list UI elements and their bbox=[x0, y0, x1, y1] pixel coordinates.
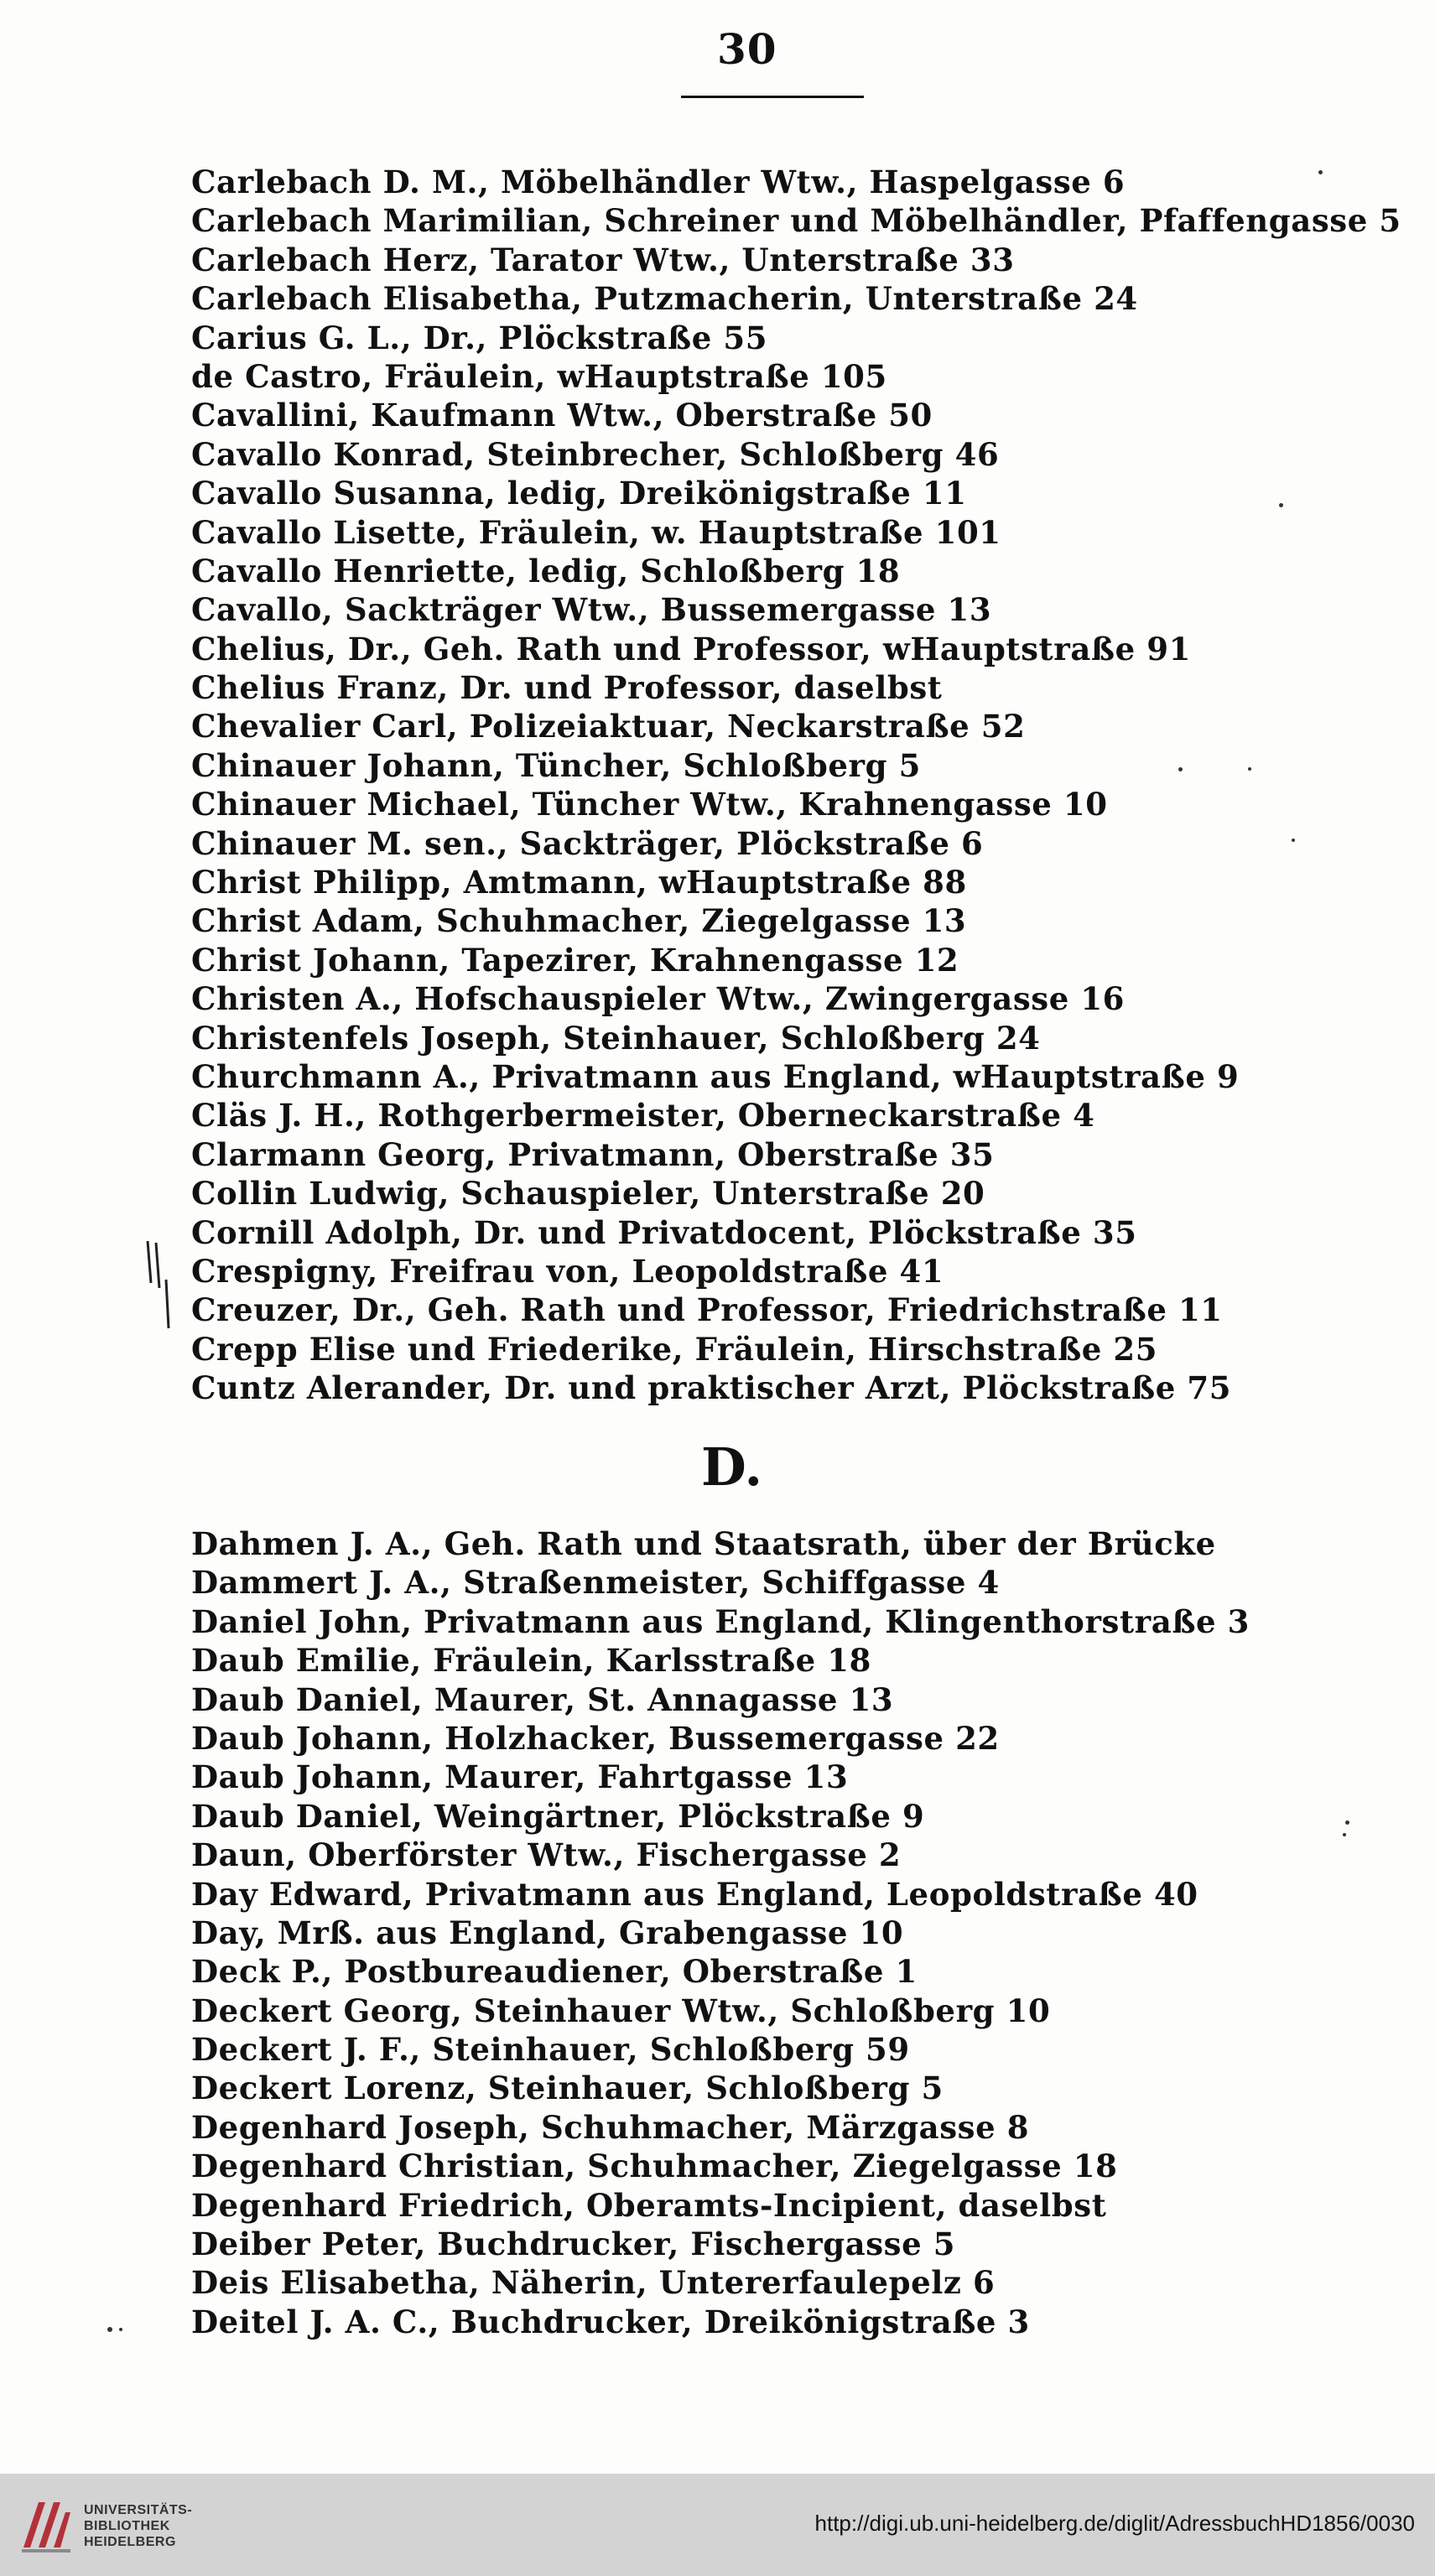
directory-entry: Christ Philipp, Amtmann, wHauptstraße 88 bbox=[191, 864, 967, 901]
directory-entry: Christ Johann, Tapezirer, Krahnengasse 12 bbox=[191, 941, 959, 979]
margin-pencil-mark bbox=[143, 1239, 185, 1332]
directory-entry: Carlebach Marimilian, Schreiner und Möbelhändler, Pfaffengasse 5 bbox=[191, 202, 1401, 240]
directory-entry: Day Edward, Privatmann aus England, Leopoldstraße 40 bbox=[191, 1875, 1198, 1913]
directory-entry: Cornill Adolph, Dr. und Privatdocent, Plöckstraße 35 bbox=[191, 1213, 1137, 1251]
directory-entry: Dammert J. A., Straßenmeister, Schiffgasse 4 bbox=[191, 1564, 1000, 1602]
directory-entry: Chinauer Michael, Tüncher Wtw., Krahnengasse 10 bbox=[191, 786, 1108, 823]
section-c-list bbox=[191, 163, 1401, 1408]
section-heading-d: D. bbox=[701, 1436, 763, 1498]
ink-speck bbox=[119, 2328, 122, 2331]
directory-entry: Daub Johann, Maurer, Fahrtgasse 13 bbox=[191, 1758, 849, 1796]
directory-entry: Carlebach D. M., Möbelhändler Wtw., Haspelgasse 6 bbox=[191, 164, 1126, 200]
directory-entry: Chinauer M. sen., Sackträger, Plöckstraße 6 bbox=[191, 824, 984, 862]
directory-entry: Chelius, Dr., Geh. Rath und Professor, wHauptstraße 91 bbox=[191, 630, 1191, 667]
directory-entry: Christen A., Hofschauspieler Wtw., Zwingergasse 16 bbox=[191, 980, 1126, 1018]
university-library-logo bbox=[13, 2492, 81, 2559]
logo-line: HEIDELBERG bbox=[84, 2535, 176, 2549]
directory-entry: Crepp Elise und Friederike, Fräulein, Hirschstraße 25 bbox=[191, 1330, 1158, 1368]
directory-entry: Daniel John, Privatmann aus England, Klingenthorstraße 3 bbox=[191, 1602, 1250, 1640]
ink-speck bbox=[1318, 170, 1323, 174]
directory-entry: Deckert Lorenz, Steinhauer, Schloßberg 5 bbox=[191, 2070, 944, 2107]
directory-entry: Cläs J. H., Rothgerbermeister, Oberneckarstraße 4 bbox=[191, 1097, 1095, 1135]
directory-entry: Cavallo, Sackträger Wtw., Bussemergasse 13 bbox=[191, 591, 992, 629]
directory-entry: Cavallo Susanna, ledig, Dreikönigstraße 11 bbox=[191, 475, 967, 512]
directory-entry: de Castro, Fräulein, wHauptstraße 105 bbox=[191, 357, 887, 395]
directory-entry: Deckert J. F., Steinhauer, Schloßberg 59 bbox=[191, 2031, 910, 2069]
directory-entry: Deiber Peter, Buchdrucker, Fischergasse 5 bbox=[191, 2225, 956, 2263]
directory-entry: Deckert Georg, Steinhauer Wtw., Schloßberg 10 bbox=[191, 1992, 1051, 2029]
ink-speck bbox=[107, 2327, 112, 2332]
directory-entry: Degenhard Friedrich, Oberamts-Incipient, daselbst bbox=[191, 2186, 1107, 2224]
directory-entry: Deitel J. A. C., Buchdrucker, Dreikönigstraße 3 bbox=[191, 2303, 1030, 2340]
directory-entry: Dahmen J. A., Geh. Rath und Staatsrath, über der Brücke bbox=[191, 1525, 1216, 1562]
directory-entry: Churchmann A., Privatmann aus England, wHauptstraße 9 bbox=[191, 1057, 1240, 1095]
directory-entry: Chelius Franz, Dr. und Professor, daselbst bbox=[191, 669, 943, 707]
directory-entry: Collin Ludwig, Schauspieler, Unterstraße 20 bbox=[191, 1175, 985, 1213]
directory-entry: Daub Daniel, Maurer, St. Annagasse 13 bbox=[191, 1680, 894, 1718]
directory-entry: Carlebach Elisabetha, Putzmacherin, Unterstraße 24 bbox=[191, 280, 1138, 318]
directory-entry: Christenfels Joseph, Steinhauer, Schloßberg 24 bbox=[191, 1019, 1041, 1057]
directory-entry: Daub Emilie, Fräulein, Karlsstraße 18 bbox=[191, 1642, 871, 1680]
directory-entry: Degenhard Christian, Schuhmacher, Ziegelgasse 18 bbox=[191, 2148, 1118, 2185]
logo-line: UNIVERSITÄTS- bbox=[84, 2503, 193, 2517]
directory-entry: Creuzer, Dr., Geh. Rath und Professor, Friedrichstraße 11 bbox=[191, 1291, 1223, 1329]
ink-speck bbox=[1345, 1820, 1349, 1825]
directory-entry: Cavallo Lisette, Fräulein, w. Hauptstraße 101 bbox=[191, 513, 1001, 551]
footer-bar bbox=[0, 2474, 1435, 2576]
directory-entry: Degenhard Joseph, Schuhmacher, Märzgasse 8 bbox=[191, 2108, 1030, 2146]
directory-entry: Cuntz Alerander, Dr. und praktischer Arzt, Plöckstraße 75 bbox=[191, 1369, 1232, 1407]
permalink-url[interactable]: http://digi.ub.uni-heidelberg.de/diglit/AdressbuchHD1856/0030 bbox=[814, 2511, 1415, 2536]
directory-entry: Clarmann Georg, Privatmann, Oberstraße 35 bbox=[191, 1135, 995, 1173]
logo-line: BIBLIOTHEK bbox=[84, 2519, 170, 2533]
directory-entry: Daub Johann, Holzhacker, Bussemergasse 22 bbox=[191, 1719, 1000, 1757]
directory-entry: Daub Daniel, Weingärtner, Plöckstraße 9 bbox=[191, 1797, 925, 1835]
directory-entry: Cavallo Konrad, Steinbrecher, Schloßberg 46 bbox=[191, 435, 1000, 473]
directory-entry: Daun, Oberförster Wtw., Fischergasse 2 bbox=[191, 1836, 902, 1874]
ink-speck bbox=[1248, 767, 1251, 771]
ink-speck bbox=[1292, 839, 1295, 842]
ink-speck bbox=[1343, 1833, 1346, 1836]
section-d-list bbox=[191, 1524, 1250, 2341]
directory-entry: Cavallini, Kaufmann Wtw., Oberstraße 50 bbox=[191, 397, 933, 434]
directory-entry: Chevalier Carl, Polizeiaktuar, Neckarstraße 52 bbox=[191, 708, 1026, 745]
directory-entry: Day, Mrß. aus England, Grabengasse 10 bbox=[191, 1914, 904, 1951]
ink-speck bbox=[1178, 767, 1183, 771]
directory-entry: Deck P., Postbureaudiener, Oberstraße 1 bbox=[191, 1953, 918, 1991]
directory-entry: Deis Elisabetha, Näherin, Untererfaulepelz 6 bbox=[191, 2264, 996, 2302]
directory-entry: Christ Adam, Schuhmacher, Ziegelgasse 13 bbox=[191, 902, 967, 940]
directory-entry: Carius G. L., Dr., Plöckstraße 55 bbox=[191, 319, 768, 356]
directory-entry: Chinauer Johann, Tüncher, Schloßberg 5 bbox=[191, 746, 921, 784]
ink-speck bbox=[1279, 503, 1283, 507]
logo-text bbox=[84, 2502, 192, 2550]
directory-entry: Cavallo Henriette, ledig, Schloßberg 18 bbox=[191, 552, 901, 589]
directory-entry: Carlebach Herz, Tarator Wtw., Unterstraße 33 bbox=[191, 241, 1015, 278]
header-rule bbox=[681, 96, 864, 98]
directory-entry: Crespigny, Freifrau von, Leopoldstraße 41 bbox=[191, 1252, 944, 1290]
page-number: 30 bbox=[717, 24, 777, 74]
